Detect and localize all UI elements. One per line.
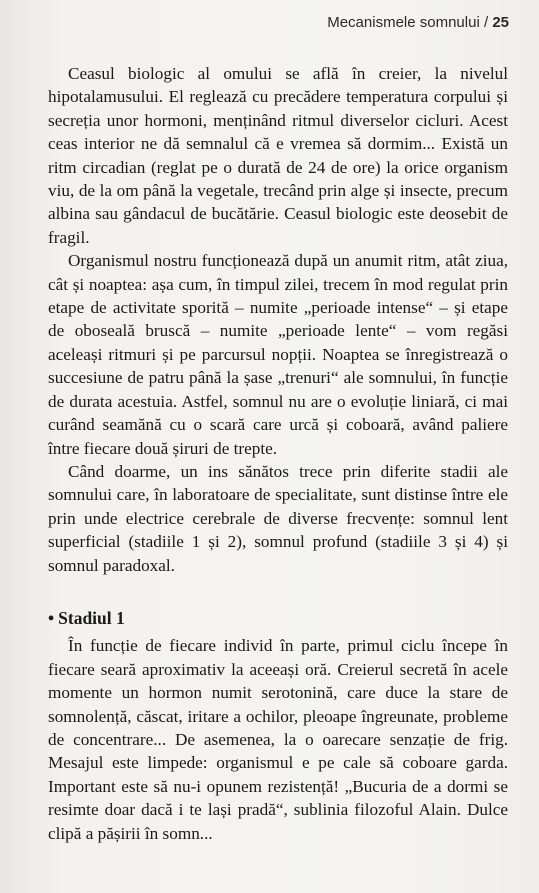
section-heading-text: Stadiul 1 <box>58 607 125 628</box>
header-separator: / <box>479 14 493 31</box>
paragraph-sleep-stages: Când doarme, un ins sănătos trece prin diferite stadii ale somnului care, în laboratoare de specialitate, sunt distinse între ele prin unde electrice cerebrale de diverse frecvențe: somnul lent superficial (stadiile 1 și 2), somnul profund (stadiile 3 și 4) și somnul paradoxal. <box>48 461 508 575</box>
paragraph-sleep-rhythm: Organismul nostru funcționează după un anumit ritm, atât ziua, cât și noaptea: așa cum, în timpul zilei, trecem în mod regulat prin etape de activitate sporită – numite „perioade intense“ – și etape de oboseală bruscă – numite „perioade lente“ – vom regăsi aceleași ritmuri și pe parcursul nopții. Noaptea se înregistrează o succesiune de patru până la șase „trenuri“ ale somnului, în funcție de durata acestuia. Astfel, somnul nu are o evoluție liniară, ci mai curând seamănă cu o scară care urcă și coboară, având paliere între fiecare două șiruri de trepte. <box>48 251 508 458</box>
bullet-icon: • <box>48 607 55 628</box>
paragraph-biological-clock: Ceasul biologic al omului se află în creier, la nivelul hipotalamusului. El reglează cu precădere temperatura corpului și secreția unor hormoni, menținând ritmul diverselor cicluri. Acest ceas interior ne dă semnalul că e vremea să dormim... Există un ritm circadian (reglat pe o durată de 24 de ore) la orice organism viu, de la om până la vegetale, trecând prin alge și insecte, precum albina sau gândacul de bucătărie. Ceasul biologic este deosebit de fragil. <box>48 64 508 247</box>
paragraph-stage-one: În funcție de fiecare individ în parte, primul ciclu începe în fiecare seară aproximativ la aceeași oră. Creierul secretă în acele momente un hormon numit serotonină, care duce la stare de somnolență, căscat, iritare a ochilor, pleoape îngreunate, probleme de concentrare... De asemenea, la o oarecare senzație de frig. Mesajul este limpede: organismul e pe cale să coboare garda. Important este să nu-i opunem rezistență! „Bucuria de a dormi se resimte doar dacă i te lași pradă“, sublinia filozoful Alain. Dulce clipă a pășirii în somn... <box>48 636 508 843</box>
page-header <box>327 14 509 31</box>
section-heading <box>48 607 508 630</box>
page-number: 25 <box>492 14 509 31</box>
body-text <box>48 62 508 845</box>
running-title: Mecanismele somnului <box>327 14 480 31</box>
